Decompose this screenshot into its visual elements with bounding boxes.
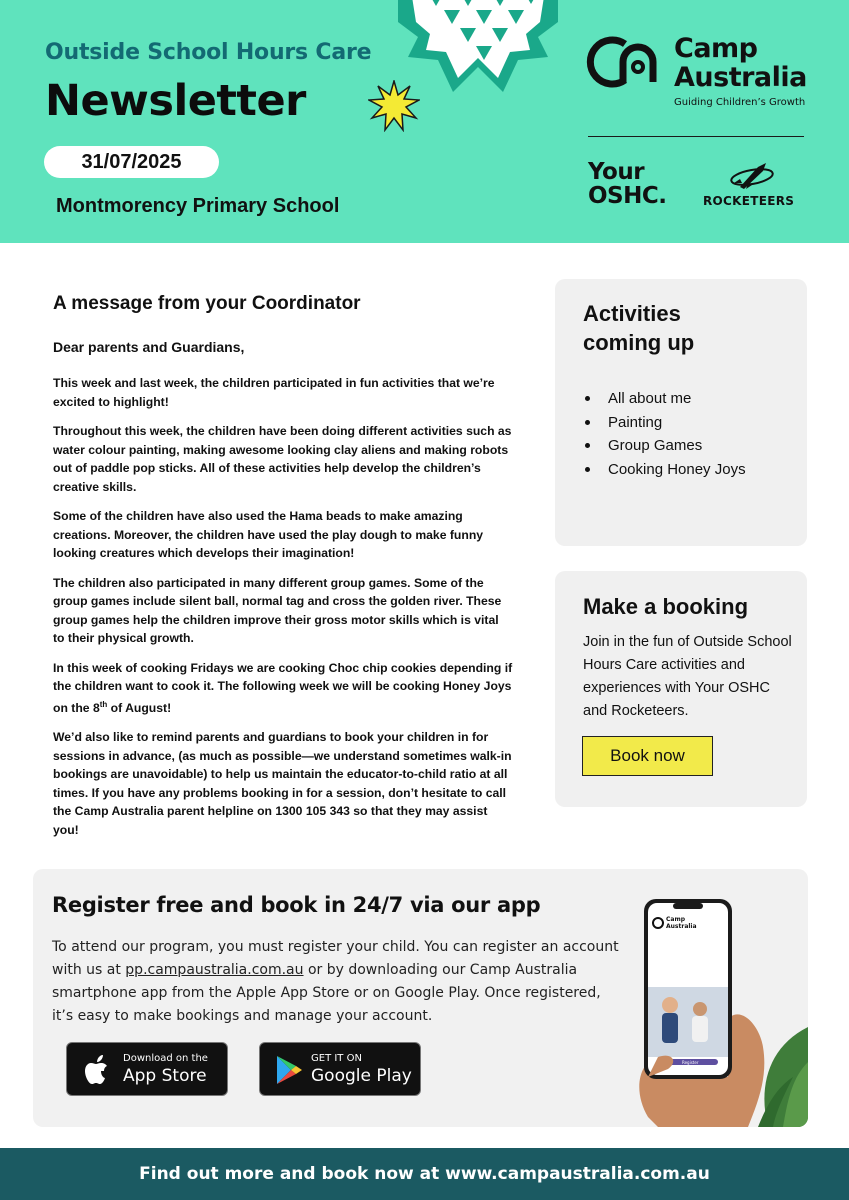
message-text: In this week of cooking Fridays we are cooking Choc chip cookies depending if the children want to cook it. The following week we will be cooking Honey Joys on the 8 bbox=[53, 660, 513, 715]
rocket-icon bbox=[728, 159, 776, 191]
school-name: Montmorency Primary School bbox=[56, 195, 340, 217]
register-description bbox=[52, 936, 622, 1028]
phone-brand-line2: Australia bbox=[666, 923, 697, 930]
coordinator-message bbox=[53, 374, 513, 850]
parent-portal-link[interactable]: pp.campaustralia.com.au bbox=[125, 962, 304, 978]
brand-name-line2: Australia bbox=[674, 62, 807, 93]
newsletter-subtitle: Outside School Hours Care bbox=[45, 40, 372, 65]
activities-title-line2: coming up bbox=[583, 330, 695, 355]
message-paragraph: We’d also like to remind parents and guardians to book your children in for sessions in advance, (as much as possible—we understand sometimes walk-in bookings are unavoidable) to help us maintain the educator-to-child ratio at all times. If you have any problems booking in for a session, don’t hesitate to call the Camp Australia parent helpline on 1300 105 343 so that they may assist you! bbox=[53, 730, 512, 837]
phone-brand-line1: Camp bbox=[666, 916, 685, 923]
activity-item: Group Games bbox=[583, 434, 746, 458]
booking-title: Make a booking bbox=[583, 594, 749, 619]
message-paragraph: Throughout this week, the children have been doing different activities such as water colour painting, making awesome looking clay aliens and making robots out of paddle pop sticks. All of these activities help develop the children’s creative skills. bbox=[53, 424, 512, 494]
phone-register-button: Register bbox=[682, 1060, 699, 1065]
coordinator-heading: A message from your Coordinator bbox=[53, 293, 361, 314]
app-store-label: App Store bbox=[123, 1066, 207, 1086]
message-paragraph bbox=[53, 659, 513, 718]
activities-list bbox=[583, 387, 746, 481]
message-paragraph: Some of the children have also used the Hama beads to make amazing creations. Moreover, the children have used the play dough to make funny looking creatures which develops their imagination! bbox=[53, 509, 484, 560]
register-panel bbox=[33, 869, 808, 1127]
book-now-button[interactable]: Book now bbox=[582, 736, 713, 776]
footer-banner: Find out more and book now at www.campaustralia.com.au bbox=[0, 1148, 849, 1200]
header-banner bbox=[0, 0, 849, 243]
message-paragraph: This week and last week, the children participated in fun activities that we’re excited to highlight! bbox=[53, 376, 495, 409]
message-paragraph: The children also participated in many different group games. Some of the group games include silent ball, normal tag and cross the golden river. These group games help the children improve their gross motor skills which is vital to their physical growth. bbox=[53, 575, 502, 645]
header-divider bbox=[588, 136, 804, 137]
triangle-pattern-decoration bbox=[398, 0, 558, 97]
your-oshc-logo-line2: OSHC. bbox=[588, 183, 667, 209]
app-store-button[interactable] bbox=[66, 1042, 228, 1096]
activity-item: Painting bbox=[583, 411, 746, 435]
google-play-caption: GET IT ON bbox=[311, 1053, 362, 1064]
register-title: Register free and book in 24/7 via our app bbox=[52, 893, 541, 917]
register-text: or by downloading our Camp Australia smartphone app from the Apple App Store or on Google Play. Once registered, it’s easy to make bookings and manage your account. bbox=[52, 962, 601, 1024]
activity-item: All about me bbox=[583, 387, 746, 411]
your-oshc-logo-line1: Your bbox=[588, 159, 645, 185]
rocketeers-logo-text: ROCKETEERS bbox=[703, 194, 795, 208]
google-play-icon bbox=[275, 1055, 303, 1085]
activity-item: Cooking Honey Joys bbox=[583, 458, 746, 482]
camp-australia-logo-icon bbox=[585, 34, 675, 90]
brand-name-line1: Camp bbox=[674, 33, 758, 64]
apple-icon bbox=[83, 1053, 113, 1087]
greeting: Dear parents and Guardians, bbox=[53, 339, 245, 355]
activities-card bbox=[555, 279, 807, 546]
newsletter-date: 31/07/2025 bbox=[44, 146, 219, 178]
register-text: To attend our program, you must register your child. You can register an account with us at bbox=[52, 939, 619, 978]
google-play-button[interactable] bbox=[259, 1042, 421, 1096]
booking-card bbox=[555, 571, 807, 807]
booking-description: Join in the fun of Outside School Hours Care activities and experiences with Your OSHC and Rocketeers. bbox=[583, 634, 792, 719]
activities-title-line1: Activities bbox=[583, 301, 681, 326]
brand-tagline: Guiding Children’s Growth bbox=[674, 97, 806, 108]
newsletter-title: Newsletter bbox=[45, 76, 306, 126]
google-play-label: Google Play bbox=[311, 1066, 412, 1086]
ordinal-suffix: th bbox=[99, 699, 108, 709]
message-text: of August! bbox=[107, 700, 172, 715]
sun-burst-icon bbox=[368, 80, 420, 132]
phone-in-hand-illustration bbox=[618, 887, 808, 1127]
app-store-caption: Download on the bbox=[123, 1053, 208, 1064]
